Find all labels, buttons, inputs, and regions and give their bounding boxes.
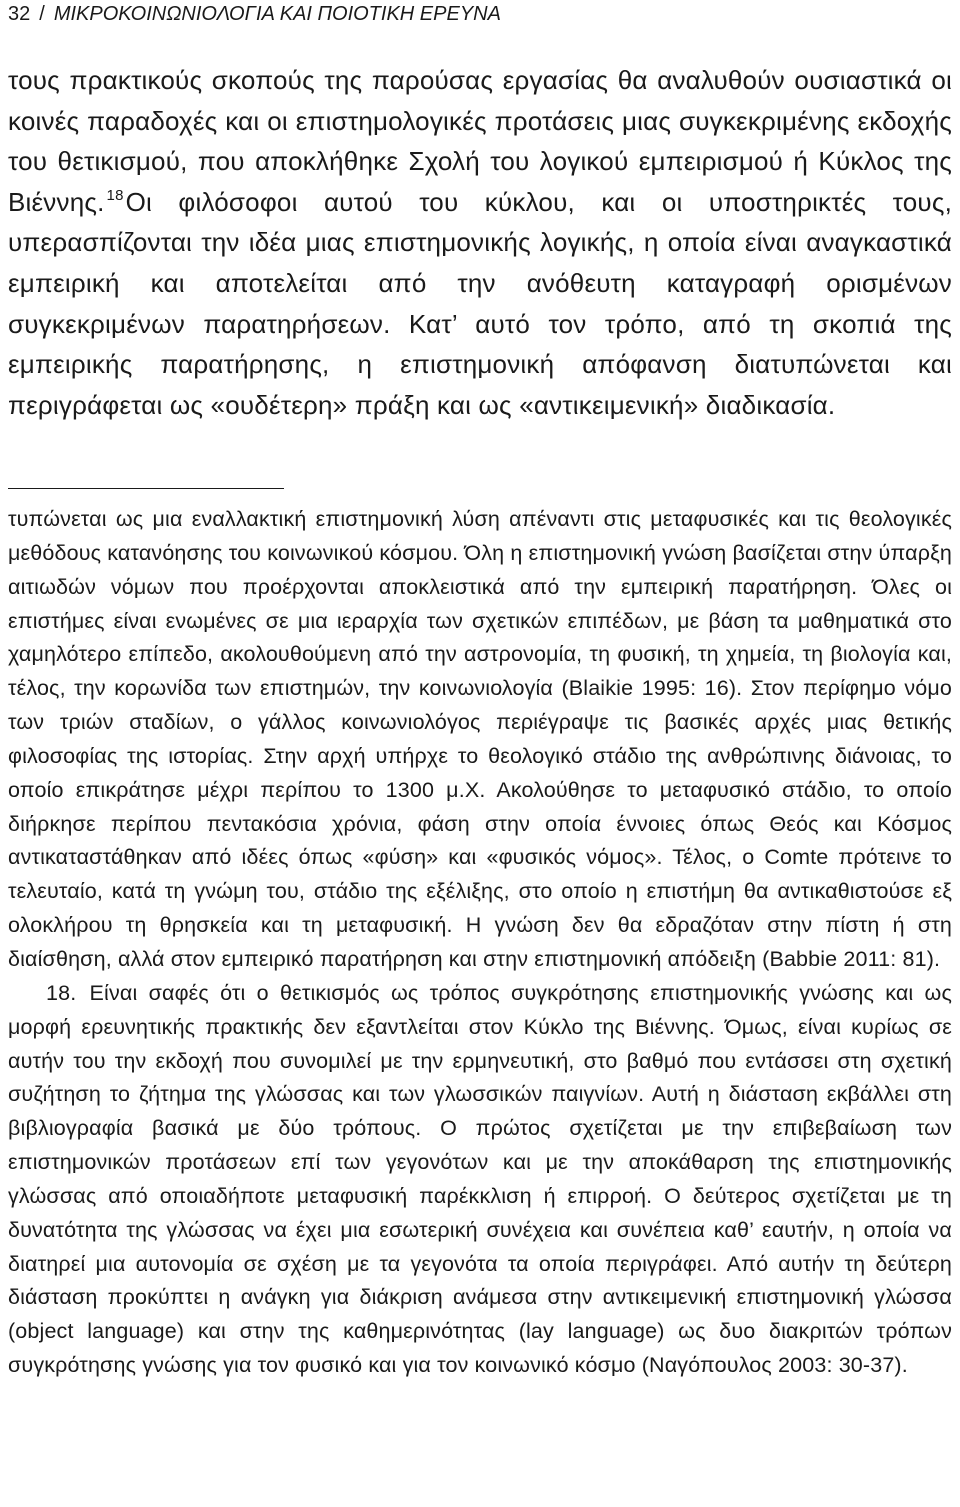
footnote-reference[interactable]: 18 [106, 186, 124, 204]
page-number: 32 [8, 3, 31, 25]
footnote-continued [8, 503, 952, 977]
footnote-18 [8, 977, 952, 1383]
footnote-continued-text: τυπώνεται ως μια εναλλακτική επιστημονική λύση απέναντι στις μεταφυσικές και τις θεολογικές μεθόδους κατανόησης του κοινωνικού κόσμου. Όλη η επιστημονική γνώση βασίζεται στην ύπαρξη αιτιωδών νόμων που προέρχονται αποκλειστικά από την εμπειρική παρατήρηση. Όλες οι επιστήμες είναι ενωμένες σε μια ιεραρχία των σχετικών επιπέδων, με βάση τα μαθηματικά στο χαμηλότερο επίπεδο, ακολουθούμενη από την αστρονομία, τη φυσική, τη χημεία, τη βιολογία και, τέλος, την κορωνίδα των επιστημών, την κοινωνιολογία (Blaikie 1995: 16). Στον περίφημο νόμο των τριών σταδίων, ο γάλλος κοινωνιολόγος περιέγραψε τις βασικές αρχές μιας θετικής φιλοσοφίας της ιστορίας. Στην αρχή υπήρχε το θεολογικό στάδιο της ανθρώπινης διάνοιας, το οποίο επικράτησε μέχρι περίπου το 1300 μ.Χ. Ακολούθησε το μεταφυσικό στάδιο, το οποίο διήρκησε περίπου πεντακόσια χρόνια, φάση στην οποία έννοιες όπως Θεός και Κόσμος αντικαταστάθηκαν από ιδέες όπως «φύση» και «φυσικός νόμος». Τέλος, ο Comte πρότεινε το τελευταίο, κατά τη γνώμη του, στάδιο της εξέλιξης, στο οποίο η επιστήμη θα αντικαθιστούσε εξ ολοκλήρου τη θρησκεία και τη μεταφυσική. Η γνώση δεν θα εδραζόταν στην πίστη ή στη διαίσθηση, αλλά στον εμπειρικό παρατήρηση και στην επιστημονική απόδειξη (Babbie 2011: 81). [8, 507, 952, 971]
running-header [8, 2, 501, 26]
header-separator: / [39, 3, 45, 25]
body-text-before-note: τους πρακτικούς σκοπούς της παρούσας εργασίας θα αναλυθούν ουσιαστικά οι κοινές παραδοχές και οι επιστημολογικές προτάσεις μιας συγκεκριμένης εκδοχής του θετικισμού, που αποκλήθηκε Σχολή του λογικού εμπειρισμού ή Κύκλος της Βιέννης. [8, 65, 952, 217]
footnote-18-number: 18. [46, 980, 77, 1005]
footnotes [8, 503, 952, 1383]
footnote-18-text: Είναι σαφές ότι ο θετικισμός ως τρόπος συγκρότησης επιστημονικής γνώσης και ως μορφή ερευνητικής πρακτικής δεν εξαντλείται στον Κύκλο της Βιέννης. Όμως, είναι κυρίως σε αυτήν του την εκδοχή που συνομιλεί με την ερμηνευτική, στο βαθμό που εντάσσει στη σχετική συζήτηση το ζήτημα της γλώσσας και των γλωσσικών παιγνίων. Αυτή η διάσταση εκβάλλει στη βιβλιογραφία βασικά με δύο τρόπους. Ο πρώτος σχετίζεται με την επιβεβαίωση των επιστημονικών προτάσεων επί των γεγονότων και με την αποκάθαρση της επιστημονικής γλώσσας από οποιαδήποτε μεταφυσική παρέκκλιση ή επιρροή. Ο δεύτερος σχετίζεται με τη δυνατότητα της γλώσσας να έχει μια εσωτερική συνέχεια και συνέπεια καθ’ εαυτήν, η οποία να διατηρεί μια αυτονομία σε σχέση με τα γεγονότα τα οποία περιγράφει. Από αυτήν τη δεύτερη διάσταση προκύπτει η ανάγκη για διάκριση ανάμεσα στην αντικειμενική επιστημονική γλώσσα (object language) και στην της καθημερινότητας (lay language) ως δυο διακριτών τρόπων συγκρότησης γνώσης για τον φυσικό και για τον κοινωνικό κόσμο (Ναγόπουλος 2003: 30-37). [8, 980, 953, 1378]
footnote-separator [8, 488, 284, 489]
body-text-after-note: Οι φιλόσοφοι αυτού του κύκλου, και οι υποστηρικτές τους, υπερασπίζονται την ιδέα μιας επιστημονικής λογικής, η οποία είναι αναγκαστικά εμπειρική και αποτελείται από την ανόθευτη καταγραφή ορισμένων συγκεκριμένων παρατηρήσεων. Κατ’ αυτό τον τρόπο, από τη σκοπιά της εμπειρικής παρατήρησης, η επιστημονική απόφανση διατυπώνεται και περιγράφεται ως «ουδέτερη» πράξη και ως «αντικειμενική» διαδικασία. [8, 186, 952, 420]
body-paragraph [8, 60, 952, 425]
journal-title: ΜΙΚΡΟΚΟΙΝΩΝΙΟΛΟΓΙΑ ΚΑΙ ΠΟΙΟΤΙΚΗ ΕΡΕΥΝΑ [53, 3, 501, 25]
main-text [8, 60, 952, 425]
